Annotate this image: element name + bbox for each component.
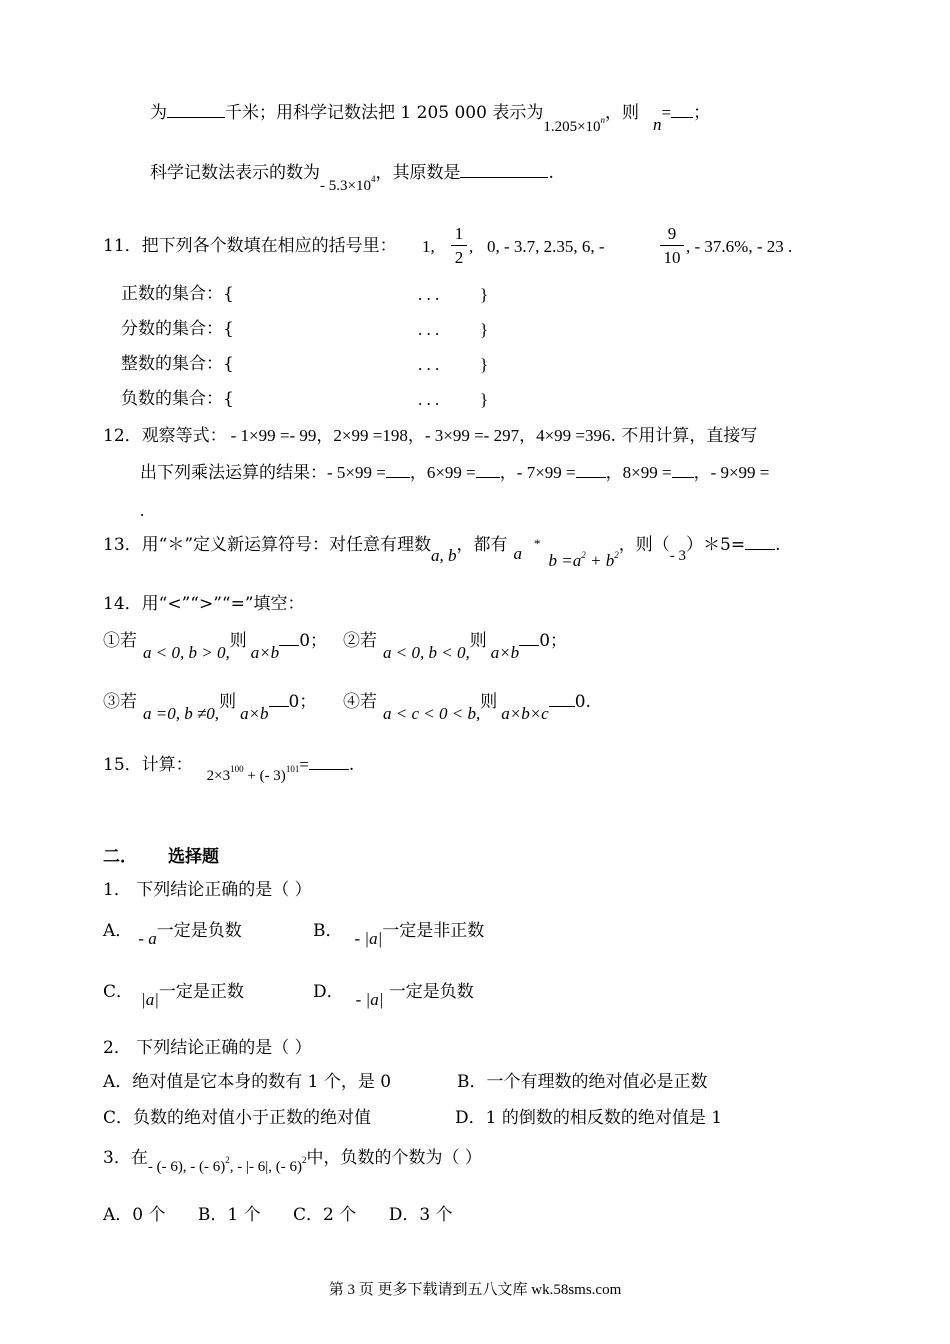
set-close: } xyxy=(480,355,489,374)
answer-blank xyxy=(519,644,539,646)
p13-line: 13．用“＊”定义新运算符号：对任意有理数a, b，都有 $a*b =a^2 + b^2$，则（- 3）＊5= . xyxy=(103,535,781,570)
text: . xyxy=(140,501,145,520)
q1-option-a: A． - a一定是负数 xyxy=(103,921,242,948)
math-expr: a =0, b ≠0, xyxy=(143,704,220,723)
q1-option-d: D． - |a| 一定是负数 xyxy=(313,982,474,1009)
answer-blank xyxy=(672,476,694,478)
math-expr: - 5×99 = xyxy=(327,463,386,482)
text: ，其原数是 xyxy=(375,163,461,183)
section-number: 二． xyxy=(103,847,137,867)
math-expr: - |a| xyxy=(354,929,383,948)
math-expr: $b =a^2 + b^2$ xyxy=(548,550,619,570)
math-expr: $2\times 3^{100}$ + (- 3)$^{101}$ xyxy=(206,764,300,784)
set-label-positive: 正数的集合：{ xyxy=(121,284,234,304)
q2-option-c: C．负数的绝对值小于正数的绝对值 xyxy=(103,1108,372,1128)
section-title: 选择题 xyxy=(168,847,219,867)
answer-blank xyxy=(309,768,349,770)
math-expr: - $5.3\times 10^4$ xyxy=(320,174,376,194)
text: . 不用计算，直接写 xyxy=(610,426,758,446)
set-dots: . . . xyxy=(418,390,440,409)
math-expr: a×b xyxy=(240,704,269,723)
set-label-negative: 负数的集合：{ xyxy=(121,389,234,409)
math-expr: 2×99 =198 xyxy=(333,426,408,445)
math-expr: - 7×99 = xyxy=(516,463,576,482)
p14-case3: ③若a =0, b ≠0,则a×b0； xyxy=(103,692,317,723)
math-expr: a < 0, b < 0, xyxy=(383,643,470,662)
question-stem: 2． 下列结论正确的是（ ） xyxy=(103,1038,312,1058)
p14-case4: ④若a < c < 0 < b,则a×b×c0. xyxy=(343,692,591,723)
math-var: a xyxy=(513,544,523,563)
p11-stem xyxy=(103,238,397,255)
math-expr: - 9×99 = xyxy=(710,463,770,482)
text: 千米；用科学记数法把 1 205 000 表示为 xyxy=(225,103,544,123)
math-expr: $1.205\times 10^n$ xyxy=(543,115,606,135)
fraction-one-half: 1 2 xyxy=(451,225,467,266)
fraction-nine-tenths: 9 10 xyxy=(660,225,684,266)
math-expr: 6×99 = xyxy=(426,463,476,482)
text: 科学记数法表示的数为 xyxy=(150,163,320,183)
set-label-fraction: 分数的集合：{ xyxy=(121,319,234,339)
math-vars: a, b xyxy=(431,546,457,565)
question-number: 11． xyxy=(103,236,142,256)
question-number: 14． xyxy=(103,594,142,614)
math-expr: - 3 xyxy=(669,548,686,564)
question-number: 12． xyxy=(103,426,142,446)
math-expr: 4×99 =396 xyxy=(536,426,611,445)
question-stem: 1． 下列结论正确的是（ ） xyxy=(103,880,312,900)
question-number: 15． xyxy=(103,755,142,775)
text: 为 xyxy=(150,103,167,123)
math-expr: |a| xyxy=(141,990,159,1009)
p14-stem xyxy=(103,596,305,613)
answer-blank xyxy=(269,705,289,707)
answer-blank xyxy=(549,705,575,707)
set-dots: . . . xyxy=(418,355,440,374)
math-text: 1, xyxy=(422,237,435,256)
q1-option-c: C． |a|一定是正数 xyxy=(103,982,244,1009)
text: ）＊5= xyxy=(686,535,746,555)
q3-stem: 3．在- (- 6), - (- 6)$^2$, - |- 6|, (- 6)$^2$中，负数的个数为（ ） xyxy=(103,1148,482,1175)
math-expr: a×b xyxy=(250,643,280,662)
answer-blank xyxy=(745,548,775,550)
text: ，则 xyxy=(605,103,640,123)
math-text: , - 37.6%, - 23 . xyxy=(686,237,793,256)
text: ，则（ xyxy=(618,535,670,555)
p10-line2 xyxy=(150,163,554,194)
math-expr: - a xyxy=(138,929,157,948)
text: ； xyxy=(693,103,711,123)
q2-option-b: B．一个有理数的绝对值必是正数 xyxy=(457,1072,708,1092)
answer-blank xyxy=(167,116,225,118)
p14-case2: ②若a < 0, b < 0,则a×b0； xyxy=(343,631,568,662)
math-expr: - 3×99 =- 297 xyxy=(424,426,520,445)
q3-options: A．0 个 B．1 个 C．2 个 D．3 个 xyxy=(103,1205,453,1225)
text: 计算： xyxy=(141,755,193,775)
text: 用“<”“>”“=”填空： xyxy=(141,594,305,614)
math-expr: - (- 6), - (- 6)$^2$, - |- 6|, (- 6)$^2$ xyxy=(147,1155,307,1175)
set-label-integer: 整数的集合：{ xyxy=(121,354,234,374)
text: 把下列各个数填在相应的括号里： xyxy=(141,236,397,256)
p14-case1: ①若a < 0, b > 0,则a×b0； xyxy=(103,631,328,662)
answer-blank xyxy=(279,644,299,646)
text: 出下列乘法运算的结果： xyxy=(140,463,327,483)
set-dots: . . . xyxy=(418,285,440,304)
answer-blank xyxy=(460,176,548,178)
set-close: } xyxy=(480,320,489,339)
set-close: } xyxy=(480,285,489,304)
q2-option-d: D．1 的倒数的相反数的绝对值是 1 xyxy=(455,1108,723,1128)
question-number: 13． xyxy=(103,535,142,555)
answer-blank xyxy=(671,116,693,118)
text: 观察等式： xyxy=(141,426,227,446)
answer-blank xyxy=(476,476,500,478)
text: ，都有 xyxy=(456,535,508,555)
math-expr: 8×99 = xyxy=(622,463,672,482)
text: 用“＊”定义新运算符号：对任意有理数 xyxy=(141,535,432,555)
p10-line1 xyxy=(150,103,711,135)
p12-line1: 12．观察等式： - 1×99 =- 99，2×99 =198，- 3×99 =- 297，4×99 =396. 不用计算，直接写 xyxy=(103,426,758,446)
operator-star: * xyxy=(534,536,541,551)
text: . xyxy=(548,163,554,183)
set-close: } xyxy=(480,390,489,409)
math-expr: a < 0, b > 0, xyxy=(143,643,230,662)
answer-blank xyxy=(386,476,410,478)
p15-line: 15．计算：$2\times 3^{100}$ + (- 3)$^{101}$= . xyxy=(103,755,355,784)
q1-option-b: B． - |a|一定是非正数 xyxy=(313,921,485,948)
math-expr: - 1×99 =- 99 xyxy=(230,426,317,445)
math-text: , xyxy=(469,237,474,256)
set-dots: . . . xyxy=(418,320,440,339)
page-footer: 第 3 页 更多下载请到五八文库 wk.58sms.com xyxy=(328,1282,622,1298)
math-text: 0, - 3.7, 2.35, 6, - xyxy=(487,237,605,256)
math-expr: a×b xyxy=(490,643,520,662)
text: = xyxy=(661,103,672,122)
math-expr: a×b×c xyxy=(501,704,549,723)
math-expr: a < c < 0 < b, xyxy=(383,704,481,723)
p12-line2: 出下列乘法运算的结果：- 5×99 = ，6×99 = ，- 7×99 = ，8×99 = ，- 9×99 = xyxy=(140,463,770,483)
math-var: n xyxy=(653,115,662,134)
answer-blank xyxy=(576,476,606,478)
math-expr: - |a| xyxy=(355,990,384,1009)
q2-option-a: A．绝对值是它本身的数有 1 个，是 0 xyxy=(103,1072,392,1092)
